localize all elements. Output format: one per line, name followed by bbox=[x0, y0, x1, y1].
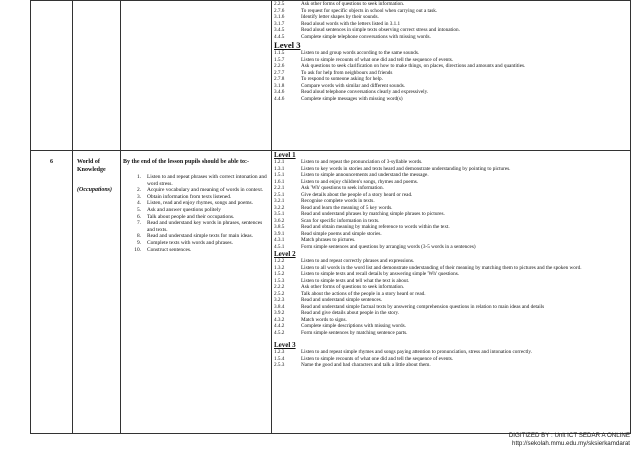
objective-item bbox=[125, 194, 267, 201]
standards-list bbox=[272, 159, 630, 250]
standards-list bbox=[272, 258, 630, 336]
empty-objectives-cell bbox=[121, 1, 272, 151]
standard-text: Listen to simple texts and recall details by answering simple 'Wh' questions. bbox=[301, 271, 460, 277]
objective-text: Listen, read and enjoy rhymes, songs and poems. bbox=[147, 200, 253, 207]
standard-text: Read aloud words with the letters listed in 3.1.1 bbox=[301, 20, 401, 27]
learning-standards-cell bbox=[272, 1, 631, 151]
objectives-heading: By the end of the lesson pupils should be able to:- bbox=[123, 159, 250, 165]
objective-item bbox=[125, 233, 267, 240]
standard-code: 3.1.8 bbox=[274, 82, 285, 89]
standard-code: 2.7.8 bbox=[274, 76, 285, 82]
standards-list bbox=[272, 1, 630, 40]
objective-item bbox=[125, 207, 267, 214]
objectives-cell bbox=[121, 151, 272, 434]
standard-code: 3.9.1 bbox=[274, 230, 285, 237]
standard-code: 2.2.5 bbox=[274, 1, 285, 7]
standard-code: 4.5.1 bbox=[274, 243, 285, 250]
standard-code: 3.2.2 bbox=[274, 204, 285, 211]
standard-code: 2.7.6 bbox=[274, 7, 285, 14]
standard-code: 1.2.1 bbox=[274, 159, 285, 165]
number-cell bbox=[31, 151, 73, 434]
standard-text: Match phrases to pictures. bbox=[301, 237, 356, 243]
standard-code: 3.1.7 bbox=[274, 20, 285, 27]
standard-text: Listen to all words in the word list and demonstrate understanding of their meaning by matching them to pictures and the spoken word. bbox=[301, 264, 582, 271]
standard-code: 3.2.1 bbox=[274, 198, 285, 204]
objective-item bbox=[125, 187, 267, 194]
standard-code: 2.5.1 bbox=[274, 191, 285, 198]
standard-code: 2.2.6 bbox=[274, 63, 285, 69]
digitized-credit bbox=[509, 432, 630, 448]
standard-code: 1.2.2 bbox=[274, 258, 285, 264]
standard-text: Listen to simple recounts of what one did and tell the sequence of events. bbox=[301, 355, 454, 362]
standard-code: 2.2.2 bbox=[274, 284, 285, 290]
standard-code: 1.5.2 bbox=[274, 271, 285, 277]
standard-text: Read and understand simple factual texts by answering comprehension questions in relation to main ideas and details bbox=[301, 303, 545, 310]
standard-text: Listen to simple recounts of what one did and tell the sequence of events. bbox=[301, 56, 454, 63]
standard-text: Scan for specific information in texts. bbox=[301, 217, 380, 224]
objective-number: 4. bbox=[136, 200, 141, 207]
table-row bbox=[31, 1, 631, 151]
standard-text: Ask questions to seek clarification on how to make things, on places, directions and amounts and quantities. bbox=[301, 63, 526, 69]
standard-code: 1.3.2 bbox=[274, 264, 285, 271]
objective-text: Ask and answer questions politely bbox=[147, 206, 221, 213]
objective-text: Read and understand key words in phrases, sentences and texts. bbox=[147, 220, 263, 233]
standard-item bbox=[272, 34, 630, 41]
objective-number: 1. bbox=[136, 174, 141, 180]
standard-text: Name the good and bad characters and talk a little about them. bbox=[301, 362, 431, 368]
objective-text: Talk about people and their occupations. bbox=[147, 213, 235, 220]
level-heading: Level 1 bbox=[274, 151, 296, 159]
standard-text: Ask other forms of questions to seek information. bbox=[301, 1, 405, 7]
objective-number: 6. bbox=[136, 213, 141, 220]
standard-code: 4.3.2 bbox=[274, 316, 285, 323]
objective-number: 7. bbox=[136, 220, 141, 227]
standard-text: Listen to and repeat simple rhymes and songs paying attention to pronunciation, stress and intonation correctly. bbox=[301, 349, 532, 355]
standard-text: Give details about the people of a story heard or read. bbox=[301, 191, 413, 198]
objective-text: Obtain information from texts listened. bbox=[147, 193, 232, 200]
standard-code: 4.4.5 bbox=[274, 33, 285, 40]
standards-list bbox=[272, 50, 630, 102]
standard-code: 3.9.2 bbox=[274, 310, 285, 316]
standards-list bbox=[272, 349, 630, 369]
standard-code: 4.4.2 bbox=[274, 323, 285, 329]
objective-item bbox=[125, 214, 267, 221]
standard-code: 3.8.5 bbox=[274, 224, 285, 230]
standard-text: Listen to simple texts and tell what the text is about. bbox=[301, 277, 410, 284]
syllabus-page bbox=[30, 0, 626, 433]
standard-text: Ask 'Wh' questions to seek information. bbox=[301, 185, 384, 191]
standard-text: Recognise complete words in texts. bbox=[301, 198, 375, 204]
standard-text: To ask for help from neighbours and friends bbox=[301, 69, 393, 76]
standard-item bbox=[272, 96, 630, 103]
standard-text: Read simple poems and simple stories. bbox=[301, 230, 382, 237]
standard-text: Complete simple messages with missing word(s) bbox=[301, 95, 403, 102]
standard-text: Listen to and group words according to the same sounds. bbox=[301, 50, 420, 56]
standard-text: Match words to signs. bbox=[301, 316, 347, 323]
level-heading: Level 3 bbox=[274, 40, 301, 50]
standard-code: 2.5.2 bbox=[274, 290, 285, 297]
objective-text: Listen to and repeat phrases with correct intonation and word stress. bbox=[147, 174, 267, 187]
standard-code: 1.3.1 bbox=[274, 165, 285, 172]
standard-text: Compare words with similar and different sounds. bbox=[301, 82, 406, 89]
standard-text: Form simple sentences and questions by arranging words (3-5 words in a sentences) bbox=[301, 243, 476, 250]
theme-cell bbox=[73, 151, 121, 434]
row-number: 6 bbox=[50, 159, 53, 165]
standard-item bbox=[272, 244, 630, 251]
standard-code: 1.5.3 bbox=[274, 277, 285, 284]
objective-text: Acquire vocabulary and meaning of words in context. bbox=[147, 187, 264, 194]
level-heading: Level 2 bbox=[274, 250, 296, 258]
objective-number: 10. bbox=[134, 246, 141, 253]
standard-text: To request for specific objects in school when carrying out a task. bbox=[301, 7, 438, 14]
standard-code: 4.3.1 bbox=[274, 237, 285, 243]
learning-standards-cell bbox=[272, 151, 631, 434]
standard-text: Read aloud telephone conversations clearly and expressively. bbox=[301, 89, 429, 95]
scheme-table bbox=[30, 0, 631, 434]
standard-code: 1.2.3 bbox=[274, 349, 285, 355]
objective-number: 3. bbox=[136, 193, 141, 200]
standard-text: Listen to and repeat correctly phrases and expressions. bbox=[301, 258, 415, 264]
objective-number: 2. bbox=[136, 187, 141, 194]
standard-text: Talk about the actions of the people in a story heard or read. bbox=[301, 290, 426, 297]
objective-text: Construct sentences. bbox=[147, 246, 192, 253]
standard-text: Read and learn the meaning of 5 key words. bbox=[301, 204, 393, 211]
standard-code: 1.5.1 bbox=[274, 172, 285, 178]
standard-item bbox=[272, 330, 630, 337]
objective-number: 5. bbox=[136, 206, 141, 213]
objective-text: Read and understand simple texts for main ideas. bbox=[147, 233, 253, 240]
theme-subtitle: (Occupations) bbox=[77, 187, 112, 193]
standard-text: Read and obtain meaning by making reference to words within the text. bbox=[301, 224, 450, 230]
standard-code: 1.1.5 bbox=[274, 50, 285, 56]
standard-text: Read and give details about people in the story. bbox=[301, 310, 400, 316]
objective-item bbox=[125, 174, 267, 187]
objective-number: 9. bbox=[136, 239, 141, 246]
standard-text: Form simple sentences by matching sentence parts. bbox=[301, 329, 408, 336]
objectives-list bbox=[121, 166, 271, 253]
credit-url: http://sekolah.mmu.edu.my/sksierkamdarat bbox=[512, 440, 630, 447]
standard-code: 3.6.2 bbox=[274, 217, 285, 224]
standard-code: 2.5.3 bbox=[274, 362, 285, 368]
standard-code: 2.7.7 bbox=[274, 69, 285, 76]
standard-text: Listen to key words in stories and texts heard and demonstrate understanding by pointing to pictures. bbox=[301, 165, 511, 172]
objective-item bbox=[125, 220, 267, 233]
credit-line: DIGITIZED BY : Unit ICT SEDAR A ONLINE bbox=[508, 432, 630, 439]
standard-text: Listen to and repeat the pronunciation of 3-syllable words. bbox=[301, 159, 423, 165]
standard-text: To respond to someone asking for help. bbox=[301, 76, 383, 82]
standard-code: 3.4.6 bbox=[274, 89, 285, 95]
empty-number-cell bbox=[31, 1, 73, 151]
standard-code: 3.4.5 bbox=[274, 27, 285, 33]
standard-code: 1.6.1 bbox=[274, 178, 285, 185]
standard-code: 4.4.6 bbox=[274, 95, 285, 102]
standard-code: 3.5.1 bbox=[274, 211, 285, 217]
theme-title-text: World of Knowledge bbox=[77, 159, 106, 173]
standard-code: 2.2.1 bbox=[274, 185, 285, 191]
standard-code: 3.8.4 bbox=[274, 303, 285, 310]
objective-text: Complete texts with words and phrases. bbox=[147, 239, 233, 246]
standard-code: 1.5.7 bbox=[274, 56, 285, 63]
standard-code: 3.2.3 bbox=[274, 297, 285, 303]
standard-item bbox=[272, 362, 630, 369]
theme-title bbox=[73, 151, 120, 195]
empty-theme-cell bbox=[73, 1, 121, 151]
level-heading: Level 3 bbox=[274, 341, 296, 349]
standard-code: 4.5.2 bbox=[274, 329, 285, 336]
standard-text: Complete simple telephone conversations with missing words. bbox=[301, 33, 431, 40]
standard-text: Read and understand phrases by matching simple phrases to pictures. bbox=[301, 211, 445, 217]
standard-text: Listen to and enjoy children's songs, rhymes and poems. bbox=[301, 178, 419, 185]
objective-item bbox=[125, 240, 267, 247]
objective-item bbox=[125, 200, 267, 207]
objective-item bbox=[125, 247, 267, 254]
objective-number: 8. bbox=[136, 233, 141, 240]
standard-text: Ask other forms of questions to seek information. bbox=[301, 284, 405, 290]
standard-text: Listen to simple announcements and understand the message. bbox=[301, 172, 429, 178]
standard-text: Identify letter shapes by their sounds. bbox=[301, 14, 379, 20]
table-row bbox=[31, 151, 631, 434]
standard-text: Read and understand simple sentences. bbox=[301, 297, 383, 303]
standard-text: Complete simple descriptions with missing words. bbox=[301, 323, 406, 329]
standard-text: Read aloud sentences in simple texts observing correct stress and intonation. bbox=[301, 27, 460, 33]
standard-code: 3.1.6 bbox=[274, 14, 285, 20]
standard-code: 1.5.4 bbox=[274, 355, 285, 362]
